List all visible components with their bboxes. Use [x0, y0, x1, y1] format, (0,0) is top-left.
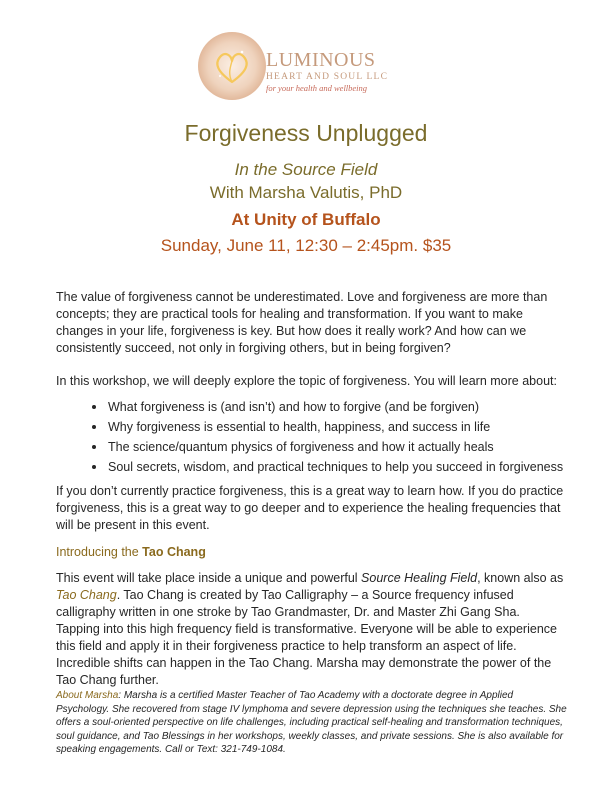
- list-item: The science/quantum physics of forgiveness and how it actually heals: [92, 437, 572, 457]
- about-label: About Marsha: [56, 690, 119, 701]
- section-heading-tao-chang: [56, 545, 206, 559]
- date-line: Sunday, June 11, 12:30 – 2:45pm. $35: [160, 236, 452, 255]
- workshop-paragraph: In this workshop, we will deeply explore the topic of forgiveness. You will learn more about:: [56, 374, 557, 388]
- list-item: Why forgiveness is essential to health, happiness, and success in life: [92, 417, 572, 437]
- about-text: : Marsha is a certified Master Teacher of Tao Academy with a doctorate degree in Applied Psychology. She recovered from stage IV lymphoma and severe depression using the techniques she teaches. She offers a soul-oriented perspective on life challenges, including practical self-healing and transformation techniques, soul guidance, and Tao Blessings in her workshops, weekly classes, and private sessions. She is also available for speaking engagements. Call or Text: 321-749-1084.: [56, 690, 567, 755]
- page-subtitle: In the Source Field: [234, 160, 378, 179]
- p4-text-a: This event will take place inside a unique and powerful: [56, 571, 362, 585]
- p4-text-e: . Tao Chang is created by Tao Calligraphy – a Source frequency infused calligraphy written in one stroke by Tao Grandmaster, Dr. and Master Zhi Gang Sha. Tapping into this high frequency field is transformative. Everyone will be able to experience this field and apply it in their forgiveness practice to help transform an aspect of life. Incredible shifts can happen in the Tao Chang. Marsha may demonstrate the power of the Tao Chang further.: [56, 588, 557, 687]
- page-title: Forgiveness Unplugged: [184, 120, 428, 146]
- practice-paragraph: If you don’t currently practice forgiveness, this is a great way to learn how. If you do practice forgiveness, this is a great way to go deeper and to experience the healing frequencies that will be present in this event.: [56, 484, 564, 532]
- heart-swirl-icon: [196, 30, 268, 102]
- topic-list: [92, 397, 572, 477]
- logo-tagline: for your health and wellbeing: [266, 83, 368, 93]
- list-item: What forgiveness is (and isn’t) and how to forgive (and be forgiven): [92, 397, 572, 417]
- presenter-line: With Marsha Valutis, PhD: [209, 183, 403, 202]
- p4-tao-chang: Tao Chang: [56, 588, 117, 602]
- logo-text: [266, 50, 388, 93]
- logo-name: LUMINOUS: [266, 49, 376, 71]
- logo-subname: HEART AND SOUL LLC: [266, 72, 389, 82]
- about-marsha-paragraph: [56, 689, 568, 757]
- company-logo: [196, 30, 406, 102]
- venue-line: At Unity of Buffalo: [231, 210, 381, 229]
- section-heading-prefix: Introducing the: [56, 545, 143, 559]
- p4-source-healing-field: Source Healing Field: [361, 571, 478, 585]
- tao-chang-paragraph: [56, 570, 566, 689]
- intro-paragraph: The value of forgiveness cannot be underestimated. Love and forgiveness are more than concepts; they are practical tools for healing and transformation. If you want to make changes in your life, forgiveness is key. But how does it really work? And how can we consistently succeed, not only in forgiving others, but in being forgiven?: [56, 290, 548, 355]
- list-item: Soul secrets, wisdom, and practical techniques to help you succeed in forgiveness: [92, 457, 572, 477]
- section-heading-bold: Tao Chang: [142, 545, 206, 559]
- p4-text-c: , known also as: [477, 571, 564, 585]
